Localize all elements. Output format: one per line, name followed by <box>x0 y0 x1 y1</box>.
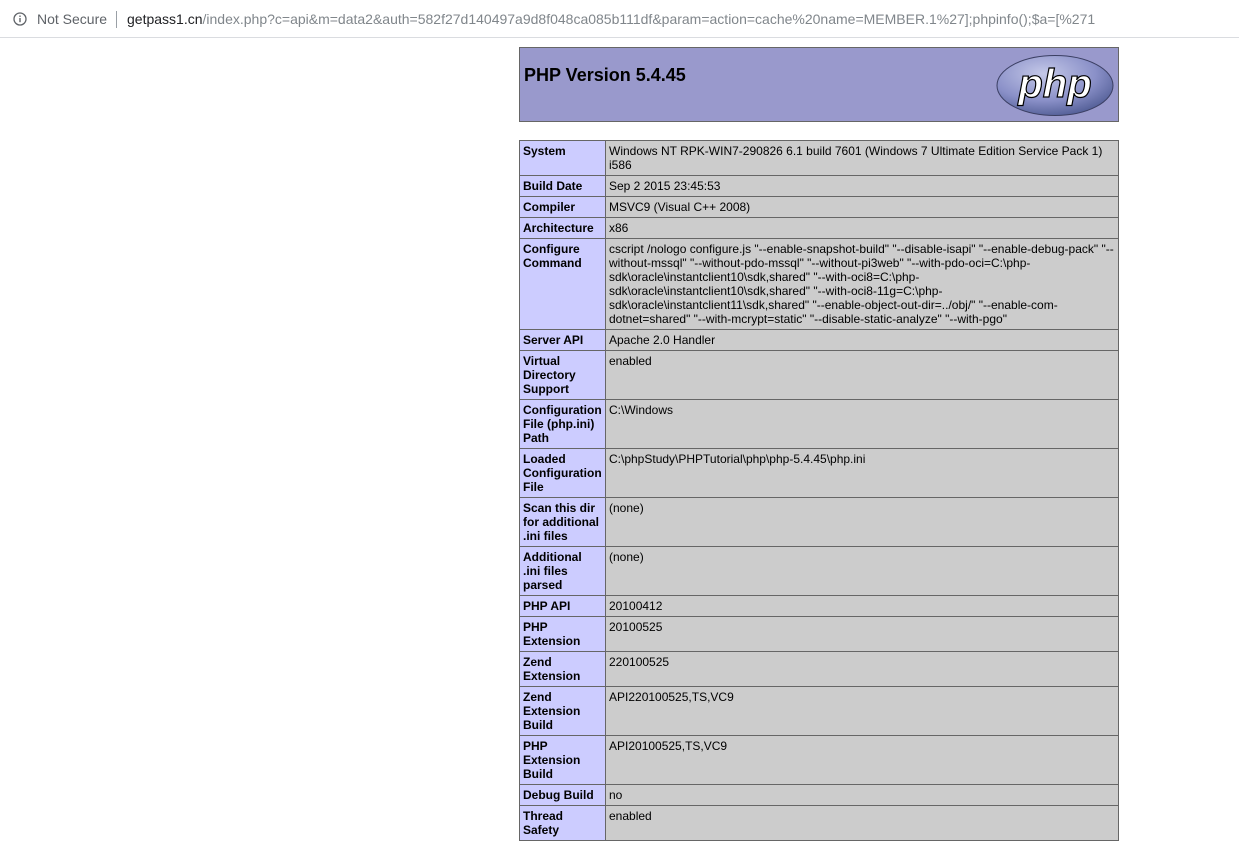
row-key: Scan this dir for additional .ini files <box>520 498 606 547</box>
row-key: Thread Safety <box>520 806 606 841</box>
svg-text:php: php <box>1018 62 1092 106</box>
row-value: API220100525,TS,VC9 <box>606 687 1119 736</box>
php-logo[interactable] <box>996 55 1114 116</box>
url-host: getpass1.cn <box>127 11 203 27</box>
table-row <box>520 400 1119 449</box>
row-key: System <box>520 141 606 176</box>
table-row <box>520 785 1119 806</box>
address-bar[interactable] <box>0 0 1239 38</box>
table-row <box>520 806 1119 841</box>
row-key: Architecture <box>520 218 606 239</box>
row-value: x86 <box>606 218 1119 239</box>
row-key: Server API <box>520 330 606 351</box>
table-row <box>520 218 1119 239</box>
table-row <box>520 330 1119 351</box>
row-value: 20100525 <box>606 617 1119 652</box>
row-key: Loaded Configuration File <box>520 449 606 498</box>
url-path: /index.php?c=api&m=data2&auth=582f27d140497a9d8f048ca085b111df&param=action=cache%20name=MEMBER.1%27];phpinfo();$a=[%271 <box>202 11 1096 27</box>
row-key: PHP Extension Build <box>520 736 606 785</box>
row-value: API20100525,TS,VC9 <box>606 736 1119 785</box>
table-row <box>520 239 1119 330</box>
row-value: (none) <box>606 498 1119 547</box>
row-value: MSVC9 (Visual C++ 2008) <box>606 197 1119 218</box>
table-row <box>520 617 1119 652</box>
row-key: PHP API <box>520 596 606 617</box>
row-key: Compiler <box>520 197 606 218</box>
row-key: Zend Extension Build <box>520 687 606 736</box>
row-key: Virtual Directory Support <box>520 351 606 400</box>
row-key: PHP Extension <box>520 617 606 652</box>
row-key: Build Date <box>520 176 606 197</box>
table-row <box>520 176 1119 197</box>
row-value: Windows NT RPK-WIN7-290826 6.1 build 7601 (Windows 7 Ultimate Edition Service Pack 1) i586 <box>606 141 1119 176</box>
row-value: enabled <box>606 351 1119 400</box>
table-row <box>520 547 1119 596</box>
row-value: C:\Windows <box>606 400 1119 449</box>
row-value: C:\phpStudy\PHPTutorial\php\php-5.4.45\php.ini <box>606 449 1119 498</box>
row-value: 220100525 <box>606 652 1119 687</box>
row-value: cscript /nologo configure.js "--enable-snapshot-build" "--disable-isapi" "--enable-debug-pack" "--without-mssql" "--without-pdo-mssql" "--without-pi3web" "--with-pdo-oci=C:\php-sdk\oracle\instantclient10\sdk,shared" "--with-oci8=C:\php-sdk\oracle\instantclient10\sdk,shared" "--with-oci8-11g=C:\php-sdk\oracle\instantclient11\sdk,shared" "--enable-object-out-dir=../obj/" "--enable-com-dotnet=shared" "--with-mcrypt=static" "--disable-static-analyze" "--with-pgo" <box>606 239 1119 330</box>
table-row <box>520 141 1119 176</box>
address-separator <box>116 11 117 28</box>
table-row <box>520 449 1119 498</box>
info-icon[interactable] <box>13 12 27 26</box>
table-row <box>520 498 1119 547</box>
row-key: Debug Build <box>520 785 606 806</box>
info-table <box>519 140 1119 841</box>
table-row <box>520 687 1119 736</box>
row-key: Additional .ini files parsed <box>520 547 606 596</box>
table-row <box>520 652 1119 687</box>
row-value: enabled <box>606 806 1119 841</box>
row-value: no <box>606 785 1119 806</box>
page-title: PHP Version 5.4.45 <box>524 65 686 85</box>
row-value: 20100412 <box>606 596 1119 617</box>
url-text[interactable] <box>127 11 1235 28</box>
row-key: Zend Extension <box>520 652 606 687</box>
table-row <box>520 197 1119 218</box>
table-row <box>520 351 1119 400</box>
row-value: Apache 2.0 Handler <box>606 330 1119 351</box>
row-value: (none) <box>606 547 1119 596</box>
table-row <box>520 596 1119 617</box>
phpinfo-page <box>519 47 1119 837</box>
table-row <box>520 736 1119 785</box>
phpinfo-header <box>519 47 1119 122</box>
row-key: Configure Command <box>520 239 606 330</box>
security-indicator[interactable]: Not Secure <box>37 11 108 27</box>
row-value: Sep 2 2015 23:45:53 <box>606 176 1119 197</box>
row-key: Configuration File (php.ini) Path <box>520 400 606 449</box>
